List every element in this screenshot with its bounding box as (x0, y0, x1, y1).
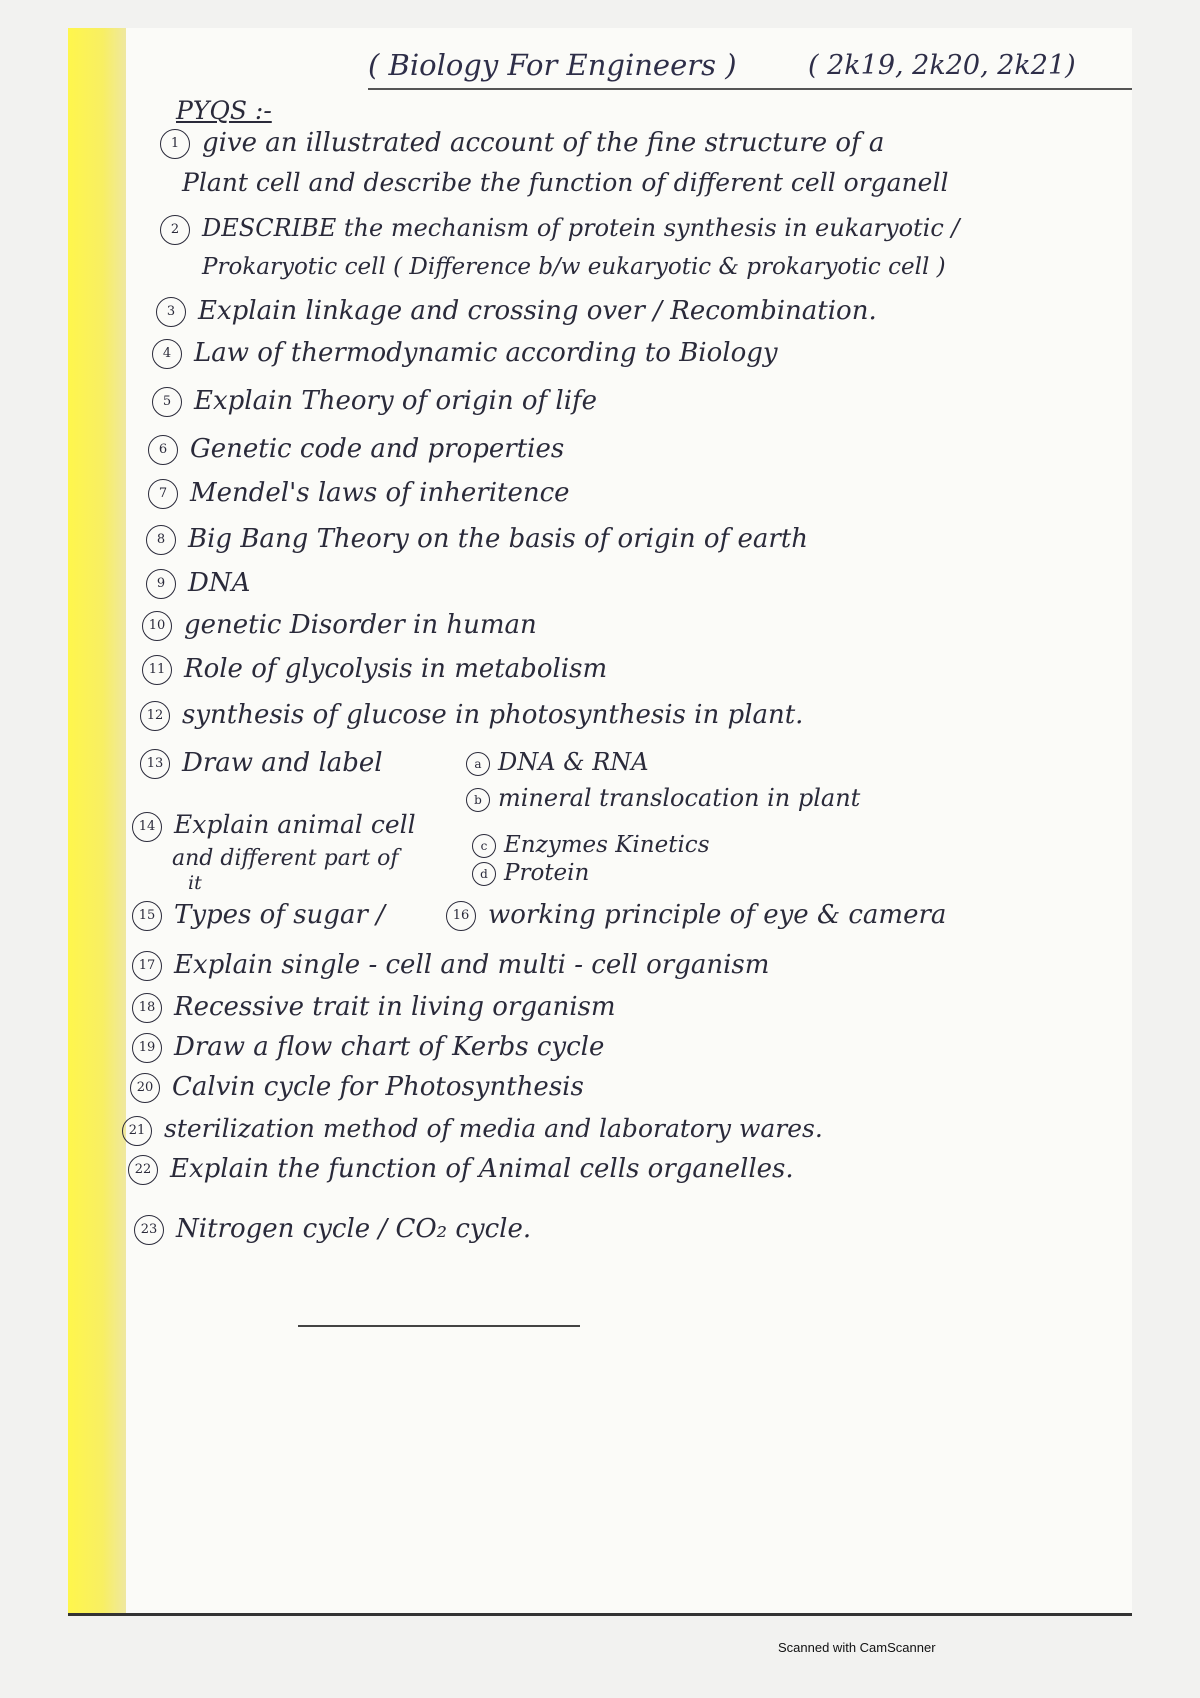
question-item (130, 1072, 584, 1103)
question-item (142, 610, 537, 641)
question-text: Explain single - cell and multi - cell organism (174, 950, 770, 980)
sub-item: c Enzymes Kinetics (472, 832, 710, 858)
question-text: Explain Theory of origin of life (194, 386, 598, 416)
question-text: Types of sugar / (174, 900, 385, 930)
sub-number: b (466, 788, 490, 812)
question-number: 14 (132, 812, 162, 842)
question-item (156, 296, 877, 327)
question-number: 20 (130, 1073, 160, 1103)
question-item (128, 1154, 794, 1185)
question-item (142, 654, 607, 685)
question-number: 16 (446, 901, 476, 931)
question-text: DNA (188, 568, 251, 598)
question-number: 12 (140, 701, 170, 731)
question-item (160, 128, 884, 159)
question-item (134, 1214, 531, 1245)
question-number: 15 (132, 901, 162, 931)
question-item (148, 434, 564, 465)
question-number: 10 (142, 611, 172, 641)
question-text-continued: and different part of (172, 846, 399, 871)
question-number: 17 (132, 951, 162, 981)
question-item (146, 524, 808, 555)
question-item (132, 992, 616, 1023)
question-text: Draw and label (182, 748, 383, 778)
question-item (132, 900, 385, 931)
end-underline (298, 1325, 580, 1327)
question-item (132, 1032, 604, 1063)
question-number: 11 (142, 655, 172, 685)
sub-item: d Protein (472, 860, 589, 886)
yellow-margin-strip (68, 28, 126, 1616)
question-text: synthesis of glucose in photosynthesis in plant. (182, 700, 804, 730)
sub-number: c (472, 834, 496, 858)
page-title: ( Biology For Engineers ) (368, 48, 737, 82)
years-label: ( 2k19, 2k20, 2k21) (808, 50, 1076, 81)
question-text: Nitrogen cycle / CO₂ cycle. (176, 1214, 532, 1244)
question-text-continued: Plant cell and describe the function of different cell organell (182, 168, 949, 197)
question-number: 7 (148, 479, 178, 509)
question-text: Explain animal cell (174, 810, 416, 839)
sub-number: d (472, 862, 496, 886)
question-number: 6 (148, 435, 178, 465)
question-number: 22 (128, 1155, 158, 1185)
question-number: 1 (160, 129, 190, 159)
question-text: Calvin cycle for Photosynthesis (172, 1072, 584, 1102)
question-number: 4 (152, 339, 182, 369)
question-number: 9 (146, 569, 176, 599)
pyqs-label: PYQS :- (176, 96, 272, 125)
question-number: 5 (152, 387, 182, 417)
question-number: 8 (146, 525, 176, 555)
question-text: Draw a flow chart of Kerbs cycle (174, 1032, 605, 1062)
page-bottom-edge (68, 1613, 1132, 1616)
question-item (140, 700, 803, 731)
question-text: Explain linkage and crossing over / Recombination. (198, 296, 877, 326)
question-text: sterilization method of media and laboratory wares. (164, 1114, 823, 1143)
question-item (122, 1114, 823, 1146)
question-number: 19 (132, 1033, 162, 1063)
question-item (446, 900, 946, 931)
question-text: Recessive trait in living organism (174, 992, 616, 1022)
question-text: genetic Disorder in human (184, 610, 537, 640)
sub-number: a (466, 752, 490, 776)
question-number: 23 (134, 1215, 164, 1245)
question-text: Role of glycolysis in metabolism (184, 654, 608, 684)
question-number: 3 (156, 297, 186, 327)
question-text: DESCRIBE the mechanism of protein synthesis in eukaryotic / (202, 214, 960, 242)
sub-item: a DNA & RNA (466, 748, 649, 776)
question-item (152, 386, 597, 417)
question-text: working principle of eye & camera (488, 900, 947, 930)
notebook-page (68, 28, 1132, 1616)
question-item (148, 478, 570, 509)
question-number: 2 (160, 215, 190, 245)
question-text: Mendel's laws of inheritence (190, 478, 570, 508)
question-text-continued: it (188, 872, 202, 894)
sub-item: b mineral translocation in plant (466, 784, 860, 812)
question-item (132, 810, 416, 842)
question-item (160, 214, 960, 245)
question-number: 21 (122, 1116, 152, 1146)
question-text: Explain the function of Animal cells organelles. (170, 1154, 794, 1184)
question-text: give an illustrated account of the fine structure of a (202, 128, 885, 158)
question-text: Law of thermodynamic according to Biology (194, 338, 778, 368)
question-item (132, 950, 769, 981)
question-item (152, 338, 778, 369)
scanner-watermark: Scanned with CamScanner (778, 1640, 936, 1655)
question-item (140, 748, 383, 779)
question-text-continued: Prokaryotic cell ( Difference b/w eukaryotic & prokaryotic cell ) (202, 254, 946, 280)
question-number: 13 (140, 749, 170, 779)
question-text: Big Bang Theory on the basis of origin of earth (188, 524, 808, 554)
question-number: 18 (132, 993, 162, 1023)
question-item (146, 568, 250, 599)
title-underline (368, 88, 1132, 90)
question-text: Genetic code and properties (190, 434, 565, 464)
